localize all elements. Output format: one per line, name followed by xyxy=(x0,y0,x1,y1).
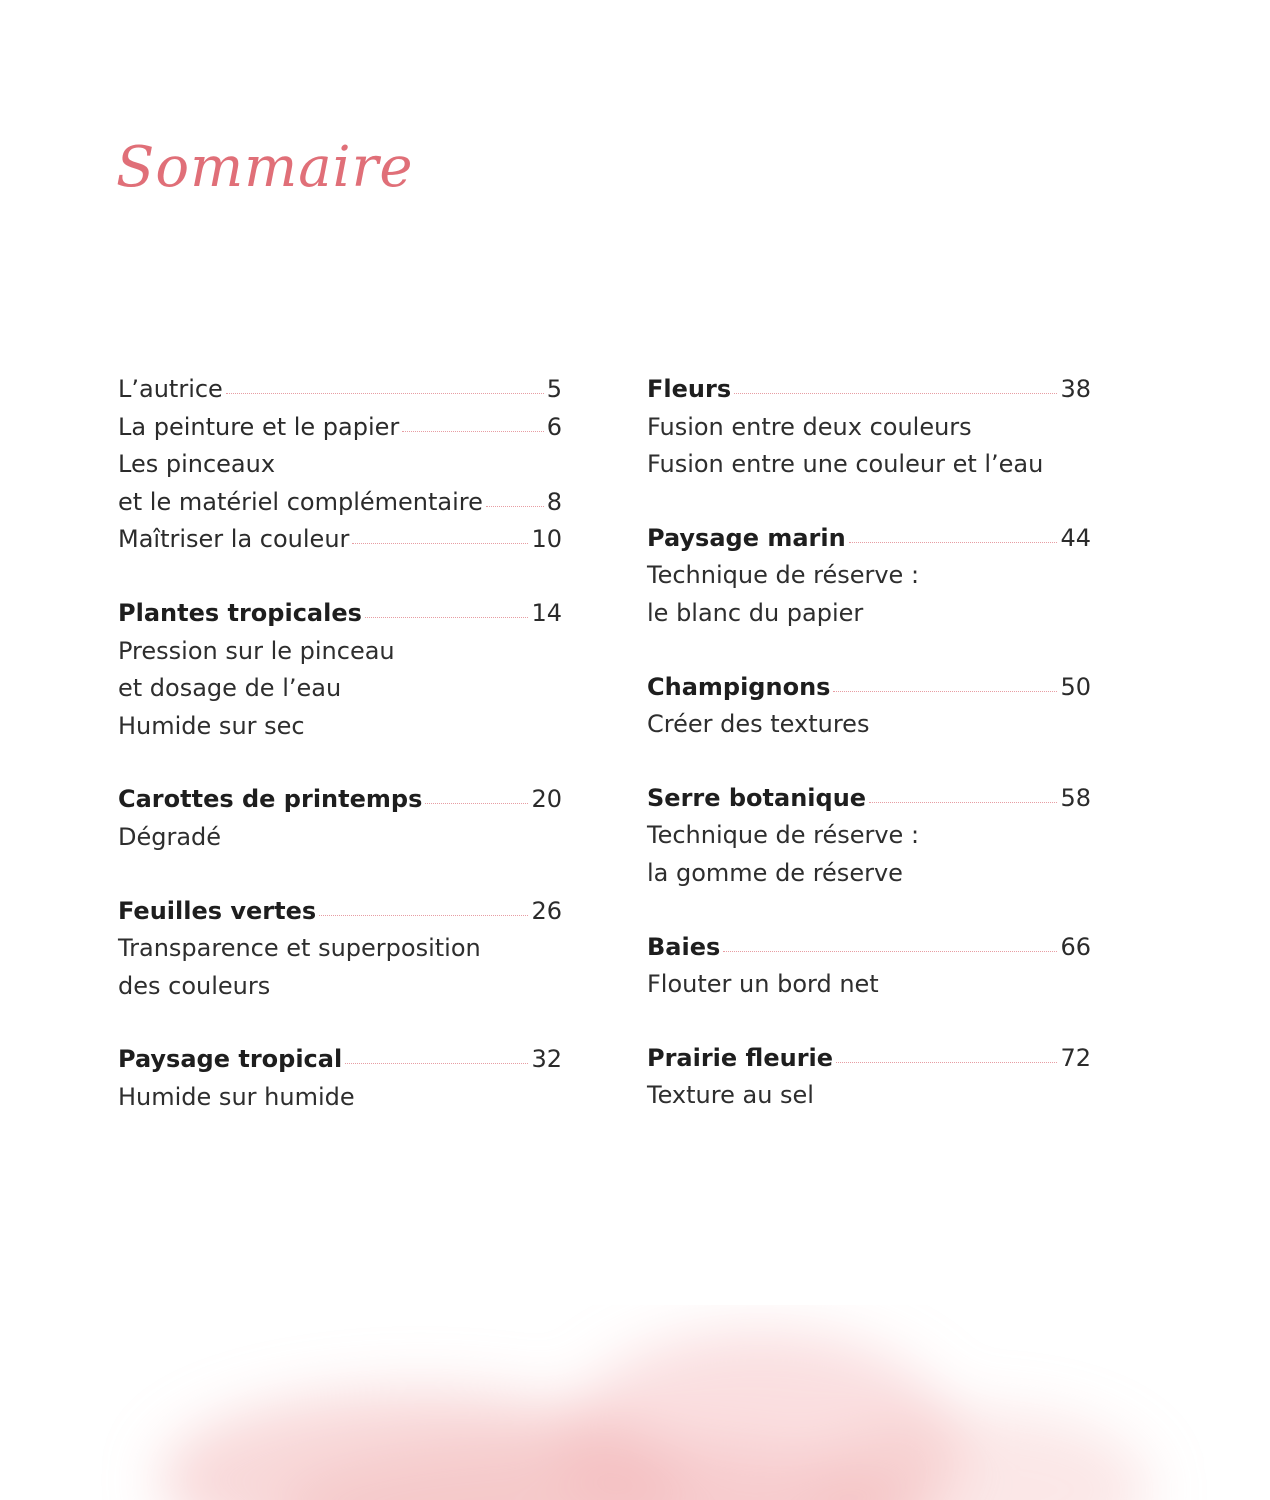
toc-section-heading[interactable] xyxy=(647,1040,1091,1078)
toc-page-number: 38 xyxy=(1060,375,1091,403)
toc-subtopic: des couleurs xyxy=(118,971,271,1000)
dot-leader xyxy=(869,802,1057,803)
toc-left-column xyxy=(118,371,562,1153)
toc-section-title: Carottes de printemps xyxy=(118,785,423,814)
toc-section-heading[interactable] xyxy=(118,781,562,819)
toc-page-number: 8 xyxy=(546,487,562,516)
toc-page-number: 10 xyxy=(531,525,562,554)
toc-section-title: Prairie fleurie xyxy=(647,1043,834,1072)
dot-leader xyxy=(836,1062,1057,1063)
dot-leader xyxy=(365,617,529,618)
toc-section-title: Serre botanique xyxy=(647,783,867,812)
toc-section xyxy=(647,669,1091,744)
toc-subtopic: Fusion entre deux couleurs xyxy=(647,412,972,441)
toc-section xyxy=(118,595,562,745)
toc-section xyxy=(647,780,1091,893)
dot-leader xyxy=(849,542,1058,543)
dot-leader xyxy=(402,431,543,432)
toc-subtopic: Technique de réserve : xyxy=(647,561,920,590)
toc-subtopic: Fusion entre une couleur et l’eau xyxy=(647,450,1044,479)
toc-section-title: Paysage marin xyxy=(647,523,846,552)
toc-entry[interactable] xyxy=(118,521,562,559)
toc-right-column xyxy=(647,371,1091,1151)
toc-section-heading[interactable] xyxy=(647,780,1091,818)
toc-page-number: 66 xyxy=(1060,932,1091,961)
toc-page-number: 5 xyxy=(546,375,562,403)
toc-section-title: Feuilles vertes xyxy=(118,896,317,925)
toc-section xyxy=(118,1041,562,1116)
toc-section xyxy=(647,520,1091,633)
toc-subtopic: Flouter un bord net xyxy=(647,970,879,999)
dot-leader xyxy=(226,393,544,394)
toc-page-number: 14 xyxy=(531,598,562,627)
toc-page-number: 72 xyxy=(1060,1043,1091,1072)
toc-section-heading[interactable] xyxy=(647,520,1091,558)
toc-section-title: Paysage tropical xyxy=(118,1045,343,1074)
toc-section-heading[interactable] xyxy=(118,1041,562,1079)
toc-entry[interactable] xyxy=(118,371,562,409)
toc-section-heading[interactable] xyxy=(647,929,1091,967)
dot-leader xyxy=(723,951,1057,952)
toc-section-title: Baies xyxy=(647,932,721,961)
toc-section xyxy=(647,371,1091,484)
toc-subtopic: Créer des textures xyxy=(647,710,870,739)
toc-section xyxy=(118,781,562,856)
toc-section-heading[interactable] xyxy=(647,669,1091,707)
toc-page-number: 20 xyxy=(531,785,562,814)
toc-section xyxy=(647,1040,1091,1115)
toc-subtopic: et dosage de l’eau xyxy=(118,674,342,703)
toc-entry-label: La peinture et le papier xyxy=(118,412,400,441)
toc-page-number: 44 xyxy=(1060,523,1091,552)
dot-leader xyxy=(425,803,528,804)
toc-page-number: 26 xyxy=(531,896,562,925)
toc-section-heading[interactable] xyxy=(647,371,1091,409)
dot-leader xyxy=(345,1063,528,1064)
toc-subtopic: Dégradé xyxy=(118,822,222,851)
toc-entry-label-line: Les pinceaux xyxy=(118,450,276,479)
toc-section xyxy=(647,929,1091,1004)
toc-page-number: 6 xyxy=(546,412,562,441)
toc-section-title: Champignons xyxy=(647,672,831,701)
page-title: Sommaire xyxy=(116,135,414,200)
toc-subtopic: Texture au sel xyxy=(647,1081,814,1110)
toc-section-heading[interactable] xyxy=(118,595,562,633)
toc-page-number: 58 xyxy=(1060,783,1091,812)
toc-section-heading[interactable] xyxy=(118,893,562,931)
toc-section-title: Fleurs xyxy=(647,375,732,403)
dot-leader xyxy=(734,393,1057,394)
toc-entry-label: L’autrice xyxy=(118,375,223,403)
toc-page-number: 50 xyxy=(1060,672,1091,701)
toc-subtopic: Humide sur sec xyxy=(118,711,305,740)
toc-intro-group xyxy=(118,371,562,559)
watercolor-wash-decoration xyxy=(0,1280,1270,1500)
toc-subtopic: la gomme de réserve xyxy=(647,858,903,887)
toc-section-title: Plantes tropicales xyxy=(118,598,362,627)
toc-entry[interactable] xyxy=(118,484,562,522)
toc-subtopic: Pression sur le pinceau xyxy=(118,636,395,665)
toc-subtopic: le blanc du papier xyxy=(647,598,864,627)
dot-leader xyxy=(319,915,528,916)
toc-section xyxy=(118,893,562,1006)
toc-page-number: 32 xyxy=(531,1045,562,1074)
dot-leader xyxy=(833,691,1057,692)
toc-entry[interactable] xyxy=(118,409,562,447)
dot-leader xyxy=(486,506,544,507)
toc-subtopic: Technique de réserve : xyxy=(647,821,920,850)
toc-subtopic: Humide sur humide xyxy=(118,1082,355,1111)
dot-leader xyxy=(352,543,528,544)
toc-entry-label: et le matériel complémentaire xyxy=(118,487,483,516)
toc-subtopic: Transparence et superposition xyxy=(118,934,481,963)
toc-entry-label: Maîtriser la couleur xyxy=(118,525,350,554)
